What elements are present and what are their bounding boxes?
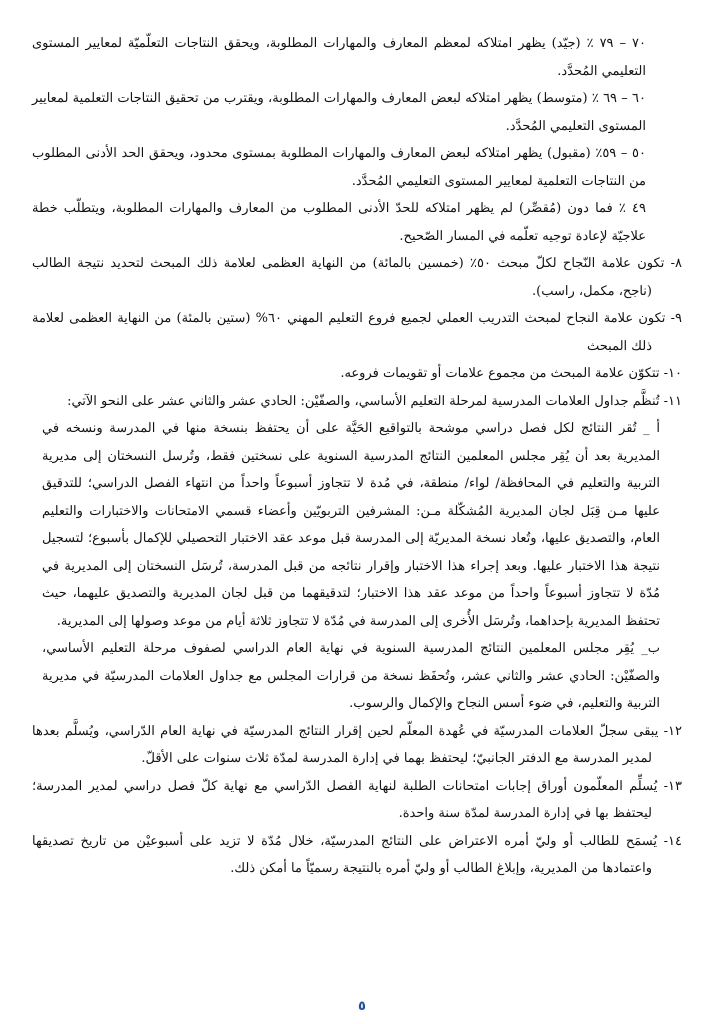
rule-item-8: ٨- تكون علامة النّجاح لكلّ مبحث ٥٠٪ (خمسين بالمائة) من النهاية العظمى لعلامة ذلك المبحث لتحديد نتيجة الطالب (ناجح، مكمل، راسب).	[32, 256, 683, 299]
rule-item-9: ٩- تكون علامة النجاح لمبحث التدريب العملي لجميع فروع التعليم المهني ٦٠% (ستين بالمئة) من النهاية العظمى لعلامة ذلك المبحث	[32, 311, 682, 354]
rule-item-11: ١١- تُنظَّم جداول العلامات المدرسية لمرحلة التعليم الأساسي، والصفّيْن: الحادي عشر والثاني عشر على النحو الآتي:	[67, 393, 682, 409]
grade-band-good: ٧٠ – ٧٩ ٪ (جيّد) يظهر امتلاكه لمعظم المعارف والمهارات المطلوبة، ويحقق النتاجات التعلّميّة لمعايير المستوى التعليمي المُحدَّد.	[32, 36, 647, 79]
rule-item-10: ١٠- تتكوّن علامة المبحث من مجموع علامات أو تقويمات فروعه.	[340, 366, 682, 381]
grade-band-acceptable: ٥٠ – ٥٩٪ (مقبول) يظهر امتلاكه لبعض المعارف والمهارات المطلوبة بمستوى محدود، ويحقق الحد الأدنى المطلوب من النتاجات التعلمية لمعايير المستوى التعليمي المُحدَّد.	[32, 146, 646, 189]
grade-band-average: ٦٠ – ٦٩ ٪ (متوسط) يظهر امتلاكه لبعض المعارف والمهارات المطلوبة، ويقترب من تحقيق النتاجات التعلمية لمعايير المستوى التعليمي المُحدَّد.	[32, 91, 647, 134]
document-body	[32, 30, 682, 883]
grade-band-failing: ٤٩ ٪ فما دون (مُقصِّر) لم يظهر امتلاكه للحدّ الأدنى المطلوب من المعارف والمهارات المطلوبة، ويتطلّب خطة علاجيّة لإعادة توجيه تعلّمه في المسار الصّحيح.	[32, 201, 646, 244]
rule-item-11-b: ب_ يُقِر مجلس المعلمين النتائج المدرسية السنوية في نهاية العام الدراسي لصفوف مرحلة التعليم الأساسي، والصفّيْن: الحادي عشر والثاني عشر، وتُحفَظ نسخة من قرارات المجلس مع جداول العلامات المدرسيّة في مديرية التربية والتعليم، في ضوء أسس النجاح والإكمال والرسوب.	[42, 641, 660, 711]
rule-item-11-a: أ _ تُقر النتائج لكل فصل دراسي موشحة بالتواقيع الحَيَّة على أن يحتفظ بنسخة منها في المدرسة ونسخه في المديرية بعد أن يُقِر مجلس المعلمين النتائج المدرسية السنوية على نسختين فقط، وتُرسل النسختان إلى مديرية التربية والتعليم في المحافظة/ لواء/ منطقة، في مُدة لا تتجاوز أسبوعاً واحداً من انتهاء الفصل الدراسي؛ للتدقيق عليها مـن قِبَل لجان المديرية المُشكّلة مـن: المشرفين التربويّين وأعضاء قسمي الامتحانات والاختبارات والتعليم العام، والتصديق عليها، وتُعاد نسخة المديريّة إلى المدرسة قبل موعد عقد الاختبار التحصيلي للإكمال بأسبوع؛ لتسجيل نتيجة هذا الاختبار عليها. وبعد إجراء هذا الاختبار وإقرار نتائجه من قبل المدرسة، تُرسَل النسختان إلى المديرية في مُدّة لا تتجاوز أسبوعاً واحداً من موعد عقد هذا الاختبار؛ لتدقيقهما من قبل لجان المديرية والتصديق عليهما، حيث تحتفظ المديرية بإحداهما، وتُرسَل الأُخرى إلى المدرسة في مُدّة لا تتجاوز ثلاثة أيام من موعد وصولها إلى المديرية.	[42, 421, 660, 629]
rule-item-14: ١٤- يُسمَح للطالب أو وليّ أمره الاعتراض على النتائج المدرسيّة، خلال مُدّة لا تزيد على أسبوعيْن من تاريخ تصديقها واعتمادها من المديرية، وإبلاغ الطالب أو وليّ أمره بالنتيجة رسميّاً ما أمكن ذلك.	[32, 833, 682, 876]
page-number: ٥	[358, 999, 366, 1014]
rule-item-13: ١٣- يُسلِّم المعلّمون أوراق إجابات امتحانات الطلبة لنهاية الفصل الدّراسي مع نهاية كلّ فصل دراسي لمدير المدرسة؛ ليحتفظ بها في إدارة المدرسة لمدّة سنة واحدة.	[32, 778, 682, 821]
rule-item-12: ١٢- يبقى سجلّ العلامات المدرسيّة في عُهدة المعلّم لحين إقرار النتائج المدرسيّة في نهاية العام الدّراسي، ويُسلَّم بعدها لمدير المدرسة مع الدفتر الجانبيّ؛ ليحتفظ بهما في إدارة المدرسة لمدّة ثلاث سنوات على الأقلّ.	[32, 723, 682, 766]
